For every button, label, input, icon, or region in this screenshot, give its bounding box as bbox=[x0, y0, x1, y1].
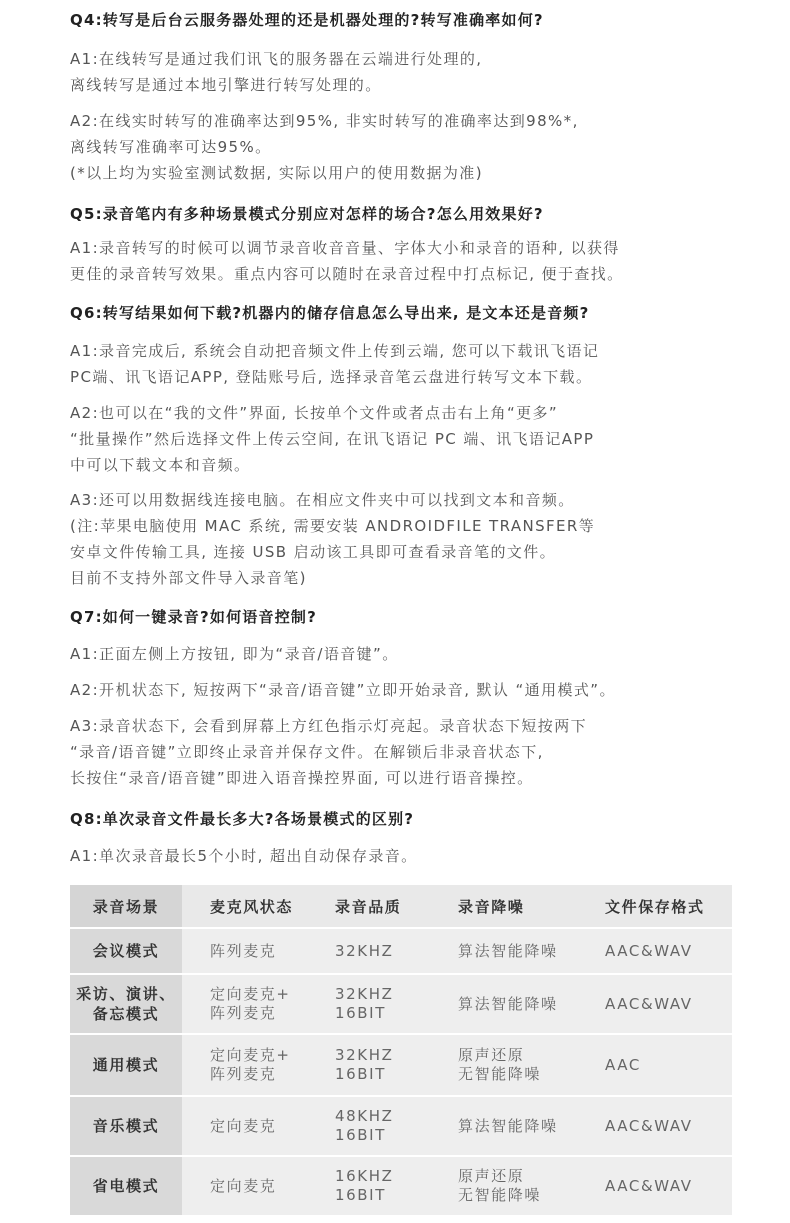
q7-question: Q7:如何一键录音?如何语音控制? bbox=[70, 608, 317, 626]
table-row bbox=[70, 975, 732, 1033]
text-line: 安卓文件传输工具, 连接 USB 启动该工具即可查看录音笔的文件。 bbox=[70, 543, 557, 561]
text-line: 备忘模式 bbox=[92, 1005, 160, 1023]
text-line: 离线转写准确率可达95%。 bbox=[70, 138, 272, 156]
text-line: AAC bbox=[605, 1055, 641, 1074]
format-cell bbox=[577, 1157, 732, 1215]
text-line: 离线转写是通过本地引擎进行转写处理的。 bbox=[70, 76, 382, 94]
header-format: 文件保存格式 bbox=[577, 885, 732, 927]
noise-cell bbox=[430, 975, 577, 1033]
q4-answer-1 bbox=[70, 46, 482, 98]
format-cell bbox=[577, 1035, 732, 1095]
noise-cell bbox=[430, 929, 577, 973]
text-line: PC端、讯飞语记APP, 登陆账号后, 选择录音笔云盘进行转写文本下载。 bbox=[70, 368, 593, 386]
q6-answer-3 bbox=[70, 487, 595, 591]
text-line: 会议模式 bbox=[92, 942, 160, 960]
q5-question: Q5:录音笔内有多种场景模式分别应对怎样的场合?怎么用效果好? bbox=[70, 205, 544, 223]
text-line: 采访、演讲、 bbox=[76, 985, 176, 1003]
text-line: “录音/语音键”立即终止录音并保存文件。在解锁后非录音状态下, bbox=[70, 743, 544, 761]
text-line: AAC&WAV bbox=[605, 994, 693, 1013]
text-line: 定向麦克+ bbox=[210, 1046, 291, 1064]
header-scene: 录音场景 bbox=[70, 885, 182, 927]
text-line: 省电模式 bbox=[92, 1177, 160, 1195]
q7-answer-1 bbox=[70, 641, 399, 667]
text-line: A1:在线转写是通过我们讯飞的服务器在云端进行处理的, bbox=[70, 50, 483, 68]
text-line: 32KHZ bbox=[335, 1046, 394, 1064]
quality-cell bbox=[307, 929, 430, 973]
quality-cell bbox=[307, 1157, 430, 1215]
table-row bbox=[70, 1097, 732, 1155]
text-line: 16BIT bbox=[335, 1186, 386, 1204]
quality-cell bbox=[307, 1097, 430, 1155]
quality-cell bbox=[307, 975, 430, 1033]
text-line: A1:录音转写的时候可以调节录音收音音量、字体大小和录音的语种, 以获得 bbox=[70, 239, 620, 257]
text-line: 算法智能降噪 bbox=[458, 941, 558, 960]
text-line: 阵列麦克 bbox=[210, 941, 277, 960]
scene-cell bbox=[70, 1097, 182, 1155]
format-cell bbox=[577, 929, 732, 973]
scene-cell bbox=[70, 929, 182, 973]
text-line: A3:录音状态下, 会看到屏幕上方红色指示灯亮起。录音状态下短按两下 bbox=[70, 717, 587, 735]
text-line: A1:单次录音最长5个小时, 超出自动保存录音。 bbox=[70, 847, 418, 865]
text-line: 定向麦克 bbox=[210, 1176, 277, 1195]
table-row bbox=[70, 929, 732, 973]
text-line: A2:也可以在“我的文件”界面, 长按单个文件或者点击右上角“更多” bbox=[70, 404, 559, 422]
text-line: 定向麦克+ bbox=[210, 985, 291, 1003]
q8-answer-1 bbox=[70, 843, 418, 869]
text-line: 定向麦克 bbox=[210, 1116, 277, 1135]
q4-answer-2 bbox=[70, 108, 579, 186]
mic-cell bbox=[182, 1097, 307, 1155]
q7-answer-2 bbox=[70, 677, 616, 703]
header-mic: 麦克风状态 bbox=[182, 885, 307, 927]
text-line: 算法智能降噪 bbox=[458, 994, 558, 1013]
text-line: (注:苹果电脑使用 MAC 系统, 需要安装 ANDROIDFILE TRANSFER等 bbox=[70, 517, 596, 535]
header-noise: 录音降噪 bbox=[430, 885, 577, 927]
q6-question: Q6:转写结果如何下载?机器内的储存信息怎么导出来, 是文本还是音频? bbox=[70, 304, 590, 322]
text-line: 16KHZ bbox=[335, 1167, 394, 1185]
text-line: 16BIT bbox=[335, 1126, 386, 1144]
mic-cell bbox=[182, 1035, 307, 1095]
text-line: 音乐模式 bbox=[92, 1117, 160, 1135]
text-line: 通用模式 bbox=[92, 1056, 160, 1074]
text-line: A2:在线实时转写的准确率达到95%, 非实时转写的准确率达到98%*, bbox=[70, 112, 579, 130]
text-line: 算法智能降噪 bbox=[458, 1116, 558, 1135]
header-quality: 录音品质 bbox=[307, 885, 430, 927]
text-line: 无智能降噪 bbox=[458, 1186, 542, 1204]
text-line: 32KHZ bbox=[335, 941, 394, 960]
text-line: A2:开机状态下, 短按两下“录音/语音键”立即开始录音, 默认 “通用模式”。 bbox=[70, 681, 616, 699]
table-row bbox=[70, 1157, 732, 1215]
text-line: 阵列麦克 bbox=[210, 1065, 277, 1083]
noise-cell bbox=[430, 1035, 577, 1095]
mic-cell bbox=[182, 1157, 307, 1215]
q5-answer-1 bbox=[70, 235, 624, 287]
format-cell bbox=[577, 1097, 732, 1155]
format-cell bbox=[577, 975, 732, 1033]
text-line: 原声还原 bbox=[458, 1167, 525, 1185]
text-line: 中可以下载文本和音频。 bbox=[70, 456, 251, 474]
q7-answer-3 bbox=[70, 713, 587, 791]
text-line: 16BIT bbox=[335, 1004, 386, 1022]
text-line: A3:还可以用数据线连接电脑。在相应文件夹中可以找到文本和音频。 bbox=[70, 491, 575, 509]
scene-mode-table bbox=[70, 883, 732, 1217]
text-line: 阵列麦克 bbox=[210, 1004, 277, 1022]
q4-question: Q4:转写是后台云服务器处理的还是机器处理的?转写准确率如何? bbox=[70, 11, 544, 29]
text-line: 目前不支持外部文件导入录音笔) bbox=[70, 569, 307, 587]
scene-cell bbox=[70, 1035, 182, 1095]
noise-cell bbox=[430, 1157, 577, 1215]
scene-cell bbox=[70, 1157, 182, 1215]
q6-answer-2 bbox=[70, 400, 594, 478]
text-line: 16BIT bbox=[335, 1065, 386, 1083]
table-header-row bbox=[70, 885, 732, 927]
table-row bbox=[70, 1035, 732, 1095]
text-line: 32KHZ bbox=[335, 985, 394, 1003]
scene-cell bbox=[70, 975, 182, 1033]
text-line: A1:录音完成后, 系统会自动把音频文件上传到云端, 您可以下载讯飞语记 bbox=[70, 342, 600, 360]
text-line: AAC&WAV bbox=[605, 941, 693, 960]
mic-cell bbox=[182, 929, 307, 973]
text-line: 无智能降噪 bbox=[458, 1065, 542, 1083]
text-line: 长按住“录音/语音键”即进入语音操控界面, 可以进行语音操控。 bbox=[70, 769, 534, 787]
text-line: A1:正面左侧上方按钮, 即为“录音/语音键”。 bbox=[70, 645, 399, 663]
text-line: (*以上均为实验室测试数据, 实际以用户的使用数据为准) bbox=[70, 164, 483, 182]
text-line: “批量操作”然后选择文件上传云空间, 在讯飞语记 PC 端、讯飞语记APP bbox=[70, 430, 595, 448]
mic-cell bbox=[182, 975, 307, 1033]
text-line: 更佳的录音转写效果。重点内容可以随时在录音过程中打点标记, 便于查找。 bbox=[70, 265, 624, 283]
text-line: 48KHZ bbox=[335, 1107, 394, 1125]
text-line: 原声还原 bbox=[458, 1046, 525, 1064]
quality-cell bbox=[307, 1035, 430, 1095]
text-line: AAC&WAV bbox=[605, 1176, 693, 1195]
q6-answer-1 bbox=[70, 338, 599, 390]
text-line: AAC&WAV bbox=[605, 1116, 693, 1135]
q8-question: Q8:单次录音文件最长多大?各场景模式的区别? bbox=[70, 810, 415, 828]
noise-cell bbox=[430, 1097, 577, 1155]
